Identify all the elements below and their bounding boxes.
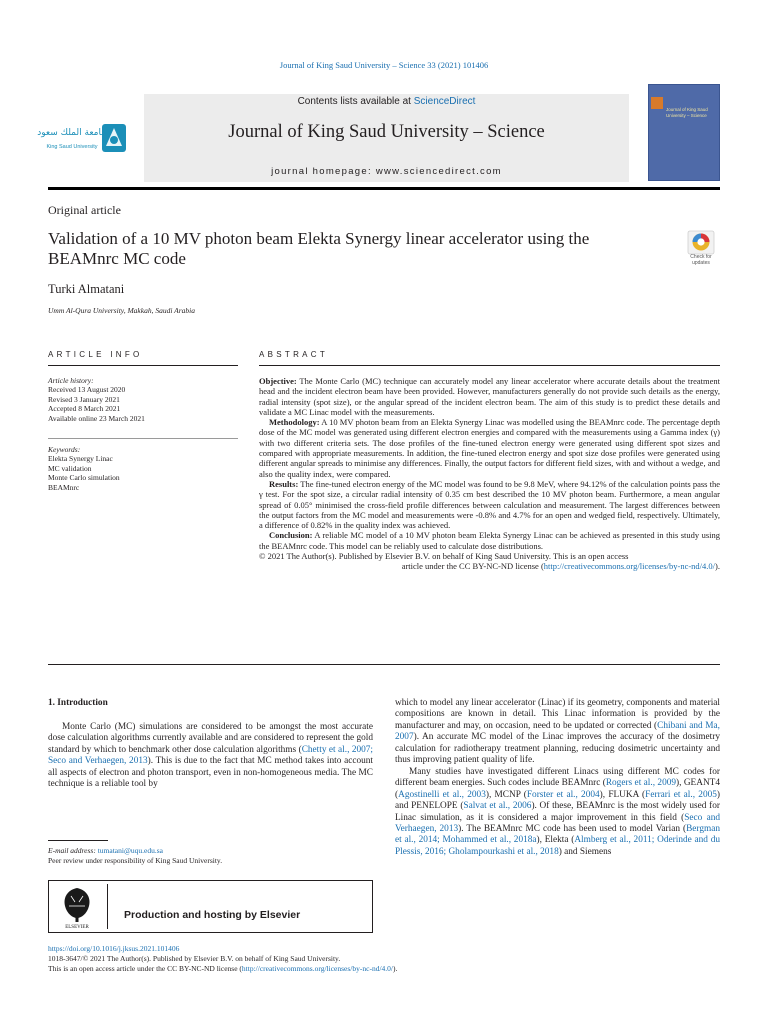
abstract-methodology: Methodology: A 10 MV photon beam from an Elekta Synergy Linac was modelled using the BEAMnrc code. The percentage depth dose of the MC model was generated using different electron energies and compared with the measurements using a Gamma index (γ) with two different criteria sets. The dose profiles of the fine-tuned electron energy were generated using different spot sizes and compared with appropriate measurements. In addition, the fine-tuned electron energy and spot size dose profiles were generated using different angular spreads to minimise any differences. Finally, the output factors for different field sizes, with and without a wedge, and also the quality index, were compared. [259,417,720,479]
logo-english-text: King Saud University [46,144,98,150]
intro-column-right [395,698,720,858]
footer-issn: 1018-3647/© 2021 The Author(s). Published by Elsevier B.V. on behalf of King Saud University. [48,954,341,963]
history-received: Received 13 August 2020 [48,385,126,395]
journal-title: Journal of King Saud University – Science [228,122,545,142]
elsevier-wordmark: ELSEVIER [65,925,89,930]
abstract-heading: ABSTRACT [259,350,329,359]
license-link[interactable]: http://creativecommons.org/licenses/by-nc-nd/4.0/ [543,561,716,572]
citation-link[interactable]: Chetty et al., 2007; Seco and Verhaegen, 2013 [48,744,374,767]
citation-link[interactable]: Forster et al., 2004 [526,789,600,800]
intro-column-left [48,722,373,791]
citation-link[interactable]: Ferrari et al., 2005 [645,789,717,800]
article-title: Validation of a 10 MV photon beam Elekta Synergy linear accelerator using the BEAMnrc MC code [48,229,590,268]
history-online: Available online 23 March 2021 [48,413,145,423]
cover-accent [651,97,663,109]
contents-line: Contents lists available at ScienceDirect [297,96,476,107]
keywords [48,445,238,492]
footnote-email: E-mail address: tumatani@uqu.edu.sa [48,846,163,855]
history-label: Article history: [48,376,94,385]
author-affiliation: Umm Al-Qura University, Makkah, Saudi Arabia [48,306,196,315]
abstract-body [259,376,720,572]
footnote-rule [48,840,108,841]
citation-link[interactable]: Salvat et al., 2006 [463,801,532,812]
masthead-rule [48,187,720,190]
ksu-emblem-icon [37,122,130,154]
publisher-box-divider [107,884,108,929]
citation-link[interactable]: Chibani and Ma, 2007 [395,720,720,743]
citation-link[interactable]: Seco and Verhaegen, 2013 [395,812,720,834]
journal-cover-thumbnail [648,84,720,181]
abstract-results: Results: The fine-tuned electron energy of the MC model was found to be 9.8 MeV, where 94.12% of the calculation points pass the γ test. For the spot size, a circular radial intensity of 0.35 cm best described the 10 MV photon beam. Furthermore, a mean angular spread of 0.05° minimised the cross-field profile differences between calculation and measurement. The largest differences between the output factors from the MC model and measurements were -0.8% and 4.7% for an open and wedged field, respectively. Ultimately, a difference of 0.82% in the quality index was achieved. [259,478,720,531]
citation-link[interactable]: Almberg et al., 2011; Oderinde and du Plessis, 2016; Gholampourkashi et al., 2018 [395,835,720,857]
footnote-peer-review: Peer review under responsibility of King Saud University. [48,856,223,865]
author-email-link[interactable]: tumatani@uqu.edu.sa [97,846,163,855]
article-info-heading: ARTICLE INFO [48,350,143,359]
abstract-conclusion: Conclusion: A reliable MC model of a 10 MV photon beam Elekta Synergy Linac can be achieved as presented in this study using the BEAMnrc code. This model can be reliably used to calculate dose distributions. [259,530,720,551]
cover-title: Journal of King Saud University – Science [666,107,708,118]
check-for-updates-badge[interactable] [682,231,720,269]
intro-paragraph-1-cont: which to model any linear accelerator (Linac) if its geometry, components and material compositions are known in detail. This Linac information is provided by the manufacturer and may, on occasion, need to be updated or corrected (Chibani and Ma, 2007). An accurate MC model of the Linac improves the accuracy of the dosimetry calculation for radiotherapy treatment planning, reducing dosimetric uncertainty and thus improving patient quality of life. [395,698,720,766]
keyword-item: Monte Carlo simulation [48,473,120,483]
publisher-box [48,880,373,933]
crossmark-icon [682,231,720,255]
keywords-divider [48,438,238,439]
doi-link[interactable]: https://doi.org/10.1016/j.jksus.2021.101406 [48,944,180,953]
footer-license-link[interactable]: http://creativecommons.org/licenses/by-nc-nd/4.0/ [241,964,393,973]
logo-arabic-text: جامعة الملك سعود [37,128,107,138]
intro-paragraph-1: Monte Carlo (MC) simulations are considered to be amongst the most accurate dose calculation algorithms currently available and are considered to represent the gold standard by which to benchmark other dose calculation algorithms (Chetty et al., 2007; Seco and Verhaegen, 2013). This is due to the fact that MC method takes into account all aspects of electron and photon transport, even in non-homogeneous media. The MC technique is a reliable tool by [48,722,374,790]
footer-doi[interactable] [48,944,179,953]
journal-homepage[interactable]: journal homepage: www.sciencedirect.com [271,166,502,177]
abstract-objective: Objective: The Monte Carlo (MC) technique can accurately model any linear accelerator where accurate details about the treatment head and the incident electron beam have been provided. However, manufacturers generally do not provide such details as the energy, radial intensity (spot size), or the angular spread of the incident electron beam. The aim of this study is to predict these details and validate a MC Linac model with the measurements. [259,376,720,417]
keyword-item: Elekta Synergy Linac [48,454,113,464]
journal-citation[interactable]: Journal of King Saud University – Science 33 (2021) 101406 [279,60,489,70]
elsevier-tree-icon [57,884,97,930]
crossmark-label: Check for updates [690,254,712,266]
abstract-bottom-rule [48,664,720,665]
author-name[interactable]: Turki Almatani [48,282,125,296]
article-type: Original article [48,203,121,217]
keyword-item: BEAMnrc [48,482,80,492]
keyword-item: MC validation [48,463,92,473]
king-saud-university-logo [37,122,130,154]
keywords-label: Keywords: [48,445,81,454]
intro-paragraph-2: Many studies have investigated different Linacs using different MC codes for different beam energies. Such codes include BEAMnrc (Rogers et al., 2009), GEANT4 (Agostinelli et al., 2003), MCNP (Forster et al., 2004), FLUKA (Ferrari et al., 2005) and PENELOPE (Salvat et al., 2006). Of these, BEAMnrc is the most widely used for Linac simulation, as it is considered a major improvement in this field (Seco and Verhaegen, 2013). The BEAMnrc MC code has been used to model Varian (Bergman et al., 2014; Mohammed et al., 2018a), Elekta (Almberg et al., 2011; Oderinde and du Plessis, 2016; Gholampourkashi et al., 2018) and Siemens [395,766,720,857]
abstract-rights-2: article under the CC BY-NC-ND license (http://creativecommons.org/licenses/by-nc-nd/4.0/). [401,561,720,572]
section-heading-introduction: 1. Introduction [48,698,108,708]
citation-link[interactable]: Agostinelli et al., 2003 [398,789,486,800]
footer-license: This is an open access article under the CC BY-NC-ND license (http://creativecommons.org/licenses/by-nc-nd/4.0/). [48,964,398,973]
abstract-rights-1: © 2021 The Author(s). Published by Elsevier B.V. on behalf of King Saud University. This is an open access [259,551,629,562]
publisher-box-text: Production and hosting by Elsevier [124,909,301,921]
article-info-rule [48,365,238,366]
article-history [48,376,238,423]
abstract-rule [259,365,720,366]
citation-link[interactable]: Rogers et al., 2009 [605,778,677,789]
journal-masthead [144,94,629,182]
citation-link[interactable]: Bergman et al., 2014; Mohammed et al., 2018a [395,823,720,846]
sciencedirect-link[interactable]: ScienceDirect [413,96,476,107]
history-revised: Revised 3 January 2021 [48,394,120,404]
history-accepted: Accepted 8 March 2021 [48,404,121,414]
